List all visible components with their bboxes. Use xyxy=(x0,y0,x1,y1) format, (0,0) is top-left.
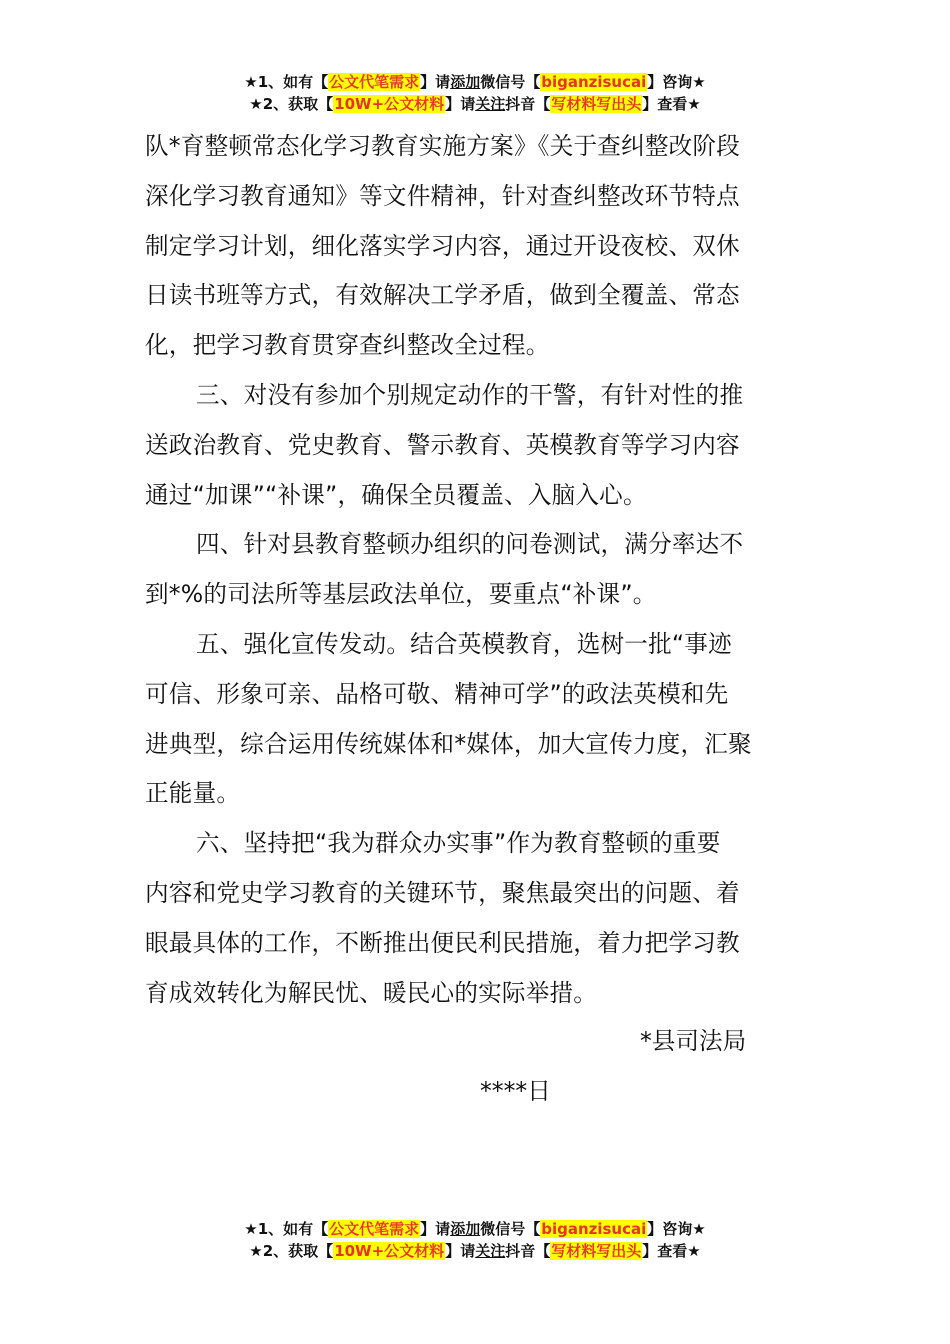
banner-text: 】查看★ xyxy=(642,1242,701,1260)
banner-line-1 xyxy=(0,1218,950,1240)
body-line: 五、强化宣传发动。结合英模教育，选树一批“事迹 xyxy=(196,629,732,658)
body-line: 眼最具体的工作，不断推出便民利民措施，着力把学习教 xyxy=(145,928,740,957)
banner-text: 】请 xyxy=(420,73,451,91)
banner-text: 】咨询★ xyxy=(647,73,706,91)
paragraph-six xyxy=(145,819,807,1018)
highlight-materials: 10W+公文材料 xyxy=(334,1242,445,1260)
document-body xyxy=(145,122,807,1018)
highlight-wechat-id: biganzisucai xyxy=(541,1220,647,1238)
banner-text: ★2、获取【 xyxy=(249,1242,334,1260)
banner-line-2 xyxy=(0,93,950,115)
underlined-add: 添加 xyxy=(450,1220,481,1238)
highlight-wechat-id: biganzisucai xyxy=(541,73,647,91)
header-banner xyxy=(0,71,950,115)
banner-text: ★1、如有【 xyxy=(244,73,329,91)
body-line: 化，把学习教育贯穿查纠整改全过程。 xyxy=(145,331,550,360)
paragraph-four xyxy=(145,520,807,620)
body-line: 深化学习教育通知》等文件精神，针对查纠整改环节特点 xyxy=(145,181,740,210)
signature-date: ****日 xyxy=(480,1077,551,1105)
body-line: 送政治教育、党史教育、警示教育、英模教育等学习内容 xyxy=(145,430,740,459)
banner-text: 】请 xyxy=(445,95,476,113)
underlined-follow: 关注 xyxy=(475,95,506,113)
highlight-douyin-account: 写材料写出头 xyxy=(551,1242,642,1260)
highlight-douyin-account: 写材料写出头 xyxy=(551,95,642,113)
body-line: 到*%的司法所等基层政法单位，要重点“补课”。 xyxy=(145,580,657,609)
banner-text: 微信号【 xyxy=(480,1220,541,1238)
highlight-writing-service: 公文代笔需求 xyxy=(329,73,420,91)
banner-text: 微信号【 xyxy=(480,73,541,91)
body-line: 三、对没有参加个别规定动作的干警，有针对性的推 xyxy=(196,380,744,409)
body-line: 通过“加课”“补课”，确保全员覆盖、入脑入心。 xyxy=(145,480,647,509)
banner-text: ★2、获取【 xyxy=(249,95,334,113)
banner-text: 抖音【 xyxy=(505,1242,551,1260)
body-line: 四、针对县教育整顿办组织的问卷测试，满分率达不 xyxy=(196,530,744,559)
body-line: 内容和党史学习教育的关键环节，聚焦最突出的问题、着 xyxy=(145,878,740,907)
footer-banner xyxy=(0,1218,950,1262)
paragraph-five xyxy=(145,620,807,819)
body-line: 队*育整顿常态化学习教育实施方案》《关于查纠整改阶段 xyxy=(145,132,741,160)
underlined-follow: 关注 xyxy=(475,1242,506,1260)
highlight-materials: 10W+公文材料 xyxy=(334,95,445,113)
body-line: 日读书班等方式，有效解决工学矛盾，做到全覆盖、常态 xyxy=(145,281,740,310)
body-line: 六、坚持把“我为群众办实事”作为教育整顿的重要 xyxy=(196,829,721,858)
paragraph-continued xyxy=(145,122,807,371)
banner-text: 】请 xyxy=(420,1220,451,1238)
highlight-writing-service: 公文代笔需求 xyxy=(329,1220,420,1238)
paragraph-three xyxy=(145,371,807,520)
signature-organization: *县司法局 xyxy=(640,1027,747,1055)
banner-text: 抖音【 xyxy=(505,95,551,113)
banner-line-1 xyxy=(0,71,950,93)
body-line: 制定学习计划，细化落实学习内容，通过开设夜校、双休 xyxy=(145,231,740,260)
banner-text: 】请 xyxy=(445,1242,476,1260)
body-line: 可信、形象可亲、品格可敬、精神可学”的政法英模和先 xyxy=(145,679,729,708)
underlined-add: 添加 xyxy=(450,73,481,91)
banner-text: 】查看★ xyxy=(642,95,701,113)
banner-text: ★1、如有【 xyxy=(244,1220,329,1238)
body-line: 进典型，综合运用传统媒体和*媒体，加大宣传力度，汇聚 xyxy=(145,729,752,758)
body-line: 育成效转化为解民忧、暖民心的实际举措。 xyxy=(145,978,598,1007)
body-line: 正能量。 xyxy=(145,779,241,808)
banner-text: 】咨询★ xyxy=(647,1220,706,1238)
banner-line-2 xyxy=(0,1240,950,1262)
